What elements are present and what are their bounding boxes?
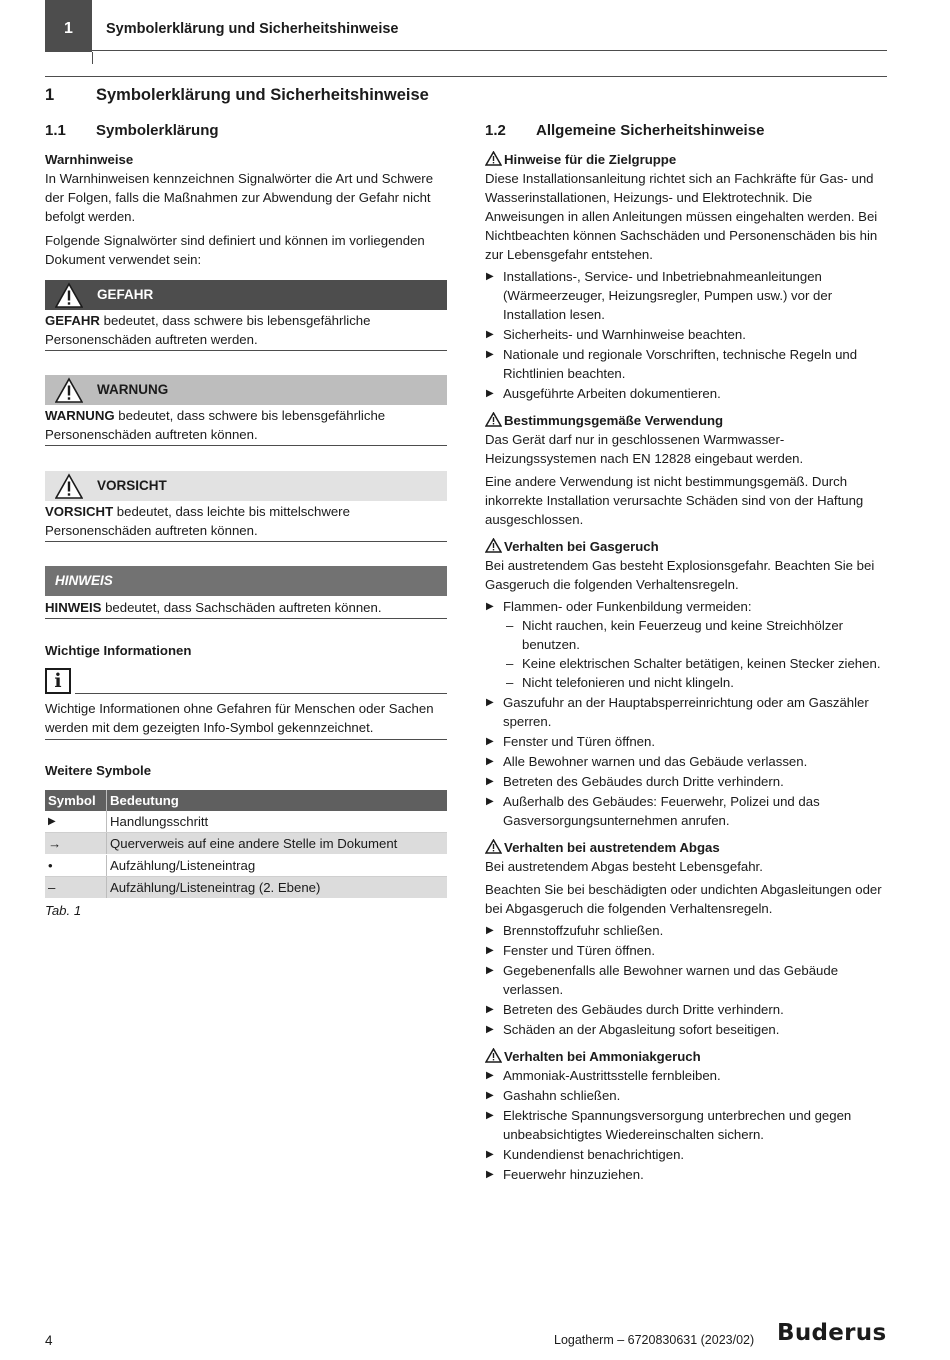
chapter-number-badge: 1 [45,0,92,52]
gasgeruch-heading [485,537,887,556]
document-reference: Logatherm – 6720830631 (2023/02) [554,1333,755,1347]
list-item-text: Elektrische Spannungsversorgung unterbrechen und gegen unbeabsichtigtes Wiedereinschalten sichern. [503,1108,852,1142]
list-item-text: Gashahn schließen. [503,1088,621,1103]
table-cell-meaning: Querverweis auf eine andere Stelle im Dokument [107,833,448,855]
vorsicht-label: VORSICHT [97,478,167,493]
list-item [485,267,887,324]
play-arrow-icon: ▶ [486,1110,494,1121]
vorsicht-divider [45,541,447,542]
section-number: 1 [45,86,55,104]
info-icon: i [45,668,71,694]
vorsicht-desc: bedeutet, dass leichte bis mittelschwere Personenschäden auftreten können. [45,504,350,538]
list-item-text: Feuerwehr hinzuziehen. [503,1167,644,1182]
header-rule-bottom [45,76,887,77]
play-arrow-icon: ▶ [486,697,494,708]
list-item [485,732,887,751]
list-item [485,384,887,403]
list-item [485,921,887,940]
zielgruppe-text: Diese Installationsanleitung richtet sich an Fachkräfte für Gas- und Wasserinstallationen, Heizungs- und Elektrotechnik. Die Anweisungen in allen Anleitungen müssen eingehalten werden. Bei Nichtbeachten können Sachschäden und Personenschäden bis hin zur Lebensgefahr entstehen. [485,171,878,262]
list-item-text: Ammoniak-Austrittsstelle fernbleiben. [503,1068,721,1083]
warnung-text [45,406,447,444]
section-1-heading [45,86,429,105]
play-arrow-icon: ▶ [486,756,494,767]
info-text: Wichtige Informationen ohne Gefahren für Menschen oder Sachen werden mit dem gezeigten Info-Symbol gekennzeichnet. [45,701,434,735]
verwendung-text-2: Eine andere Verwendung ist nicht bestimmungsgemäß. Durch inkorrekte Installation verursachte Schäden sind von der Haftung ausgeschlossen. [485,474,864,527]
page-number: 4 [45,1333,53,1348]
abgas-heading-text: Verhalten bei austretendem Abgas [504,840,720,855]
list-item [485,597,887,692]
list-item-text: Gaszufuhr an der Hauptabsperreinrichtung oder am Gaszähler sperren. [503,695,869,729]
warnung-desc: bedeutet, dass schwere bis lebensgefährliche Personenschäden auftreten können. [45,408,386,442]
gefahr-label: GEFAHR [97,287,154,302]
list-item [485,1106,887,1144]
table-cell-meaning: Handlungsschritt [107,811,448,833]
table-cell-symbol: ▶ [45,811,107,833]
sub-list-item: – Nicht telefonieren und nicht klingeln. [506,675,734,690]
info-divider-top [75,693,447,694]
list-item-text: Kundendienst benachrichtigen. [503,1147,685,1162]
running-header-title: Symbolerklärung und Sicherheitshinweise [106,21,399,37]
zielgruppe-heading [485,150,887,169]
warnung-divider [45,445,447,446]
play-arrow-icon: ▶ [486,329,494,340]
warning-triangle-icon [55,473,83,499]
table-row [45,855,447,877]
table-header-meaning: Bedeutung [107,790,448,811]
warnung-label: WARNUNG [97,382,169,397]
zielgruppe-list [485,267,887,403]
table-row [45,833,447,855]
symbol-table [45,790,447,899]
list-item [485,941,887,960]
warnhinweise-heading: Warnhinweise [45,152,134,167]
list-item [485,693,887,731]
list-item-text: Fenster und Türen öffnen. [503,943,656,958]
warning-triangle-icon [485,151,502,166]
hinweis-label: HINWEIS [55,573,113,588]
verwendung-text-1: Das Gerät darf nur in geschlossenen Warmwasser-Heizungssystemen nach EN 12828 eingebaut werden. [485,432,804,466]
warning-triangle-icon [485,1048,502,1063]
sub-list-item-text: Keine elektrischen Schalter betätigen, keinen Stecker ziehen. [522,656,881,671]
warning-triangle-icon [485,839,502,854]
warnhinweise-intro: In Warnhinweisen kennzeichnen Signalwörter die Art und Schwere der Folgen, falls die Maßnahmen zur Abwendung der Gefahr nicht befolgt werden. [45,171,434,224]
warnhinweise-intro-2: Folgende Signalwörter sind definiert und können im vorliegenden Dokument verwendet sein: [45,233,425,267]
list-item [485,752,887,771]
section-title: Symbolerklärung und Sicherheitshinweise [96,86,429,104]
table-cell-symbol: • [45,855,107,877]
list-item [485,325,887,344]
list-item-text: Nationale und regionale Vorschriften, technische Regeln und Richtlinien beachten. [503,347,858,381]
info-divider-bottom [45,739,447,740]
play-arrow-icon: ▶ [486,388,494,399]
list-item [485,1165,887,1184]
warnung-word: WARNUNG [45,408,115,423]
play-arrow-icon: ▶ [486,776,494,787]
table-row [45,811,447,833]
abgas-text-2: Beachten Sie bei beschädigten oder undichten Abgasleitungen oder bei Abgasgeruch die folgenden Verhaltensregeln. [485,882,882,916]
info-heading: Wichtige Informationen [45,643,192,658]
list-item [485,772,887,791]
gasgeruch-heading-text: Verhalten bei Gasgeruch [504,539,659,554]
gefahr-divider [45,350,447,351]
verwendung-heading [485,411,887,430]
verwendung-heading-text: Bestimmungsgemäße Verwendung [504,413,724,428]
list-item-text: Alle Bewohner warnen und das Gebäude verlassen. [503,754,808,769]
table-caption: Tab. 1 [45,903,82,918]
sub-list-item: – Nicht rauchen, kein Feuerzeug und keine Streichhölzer benutzen. [506,618,844,652]
table-row [45,877,447,899]
table-cell-meaning: Aufzählung/Listeneintrag [107,855,448,877]
section-number: 1.1 [45,122,66,139]
table-header-symbol: Symbol [45,790,107,811]
section-title: Allgemeine Sicherheitshinweise [536,122,765,139]
gefahr-text [45,311,447,349]
abgas-list [485,921,887,1039]
table-cell-symbol: → [45,833,107,855]
list-item [485,1066,887,1085]
hinweis-bar [45,566,447,596]
warning-triangle-icon [485,538,502,553]
list-item-text: Schäden an der Abgasleitung sofort beseitigen. [503,1022,780,1037]
play-arrow-icon: ▶ [486,1149,494,1160]
play-arrow-icon: ▶ [486,945,494,956]
play-arrow-icon: ▶ [486,1004,494,1015]
header-rule [92,50,887,51]
vorsicht-text [45,502,447,540]
more-symbols-heading: Weitere Symbole [45,763,152,778]
warning-triangle-icon [55,282,83,308]
play-arrow-icon: ▶ [486,271,494,282]
gasgeruch-sublist [503,616,887,692]
warnung-bar [45,375,447,405]
list-item-text: Betreten des Gebäudes durch Dritte verhindern. [503,1002,784,1017]
gasgeruch-list [485,597,887,830]
sub-list-item: – Keine elektrischen Schalter betätigen, keinen Stecker ziehen. [506,656,881,671]
gasgeruch-text: Bei austretendem Gas besteht Explosionsgefahr. Beachten Sie bei Gasgeruch die folgenden Verhaltensregeln. [485,558,875,592]
abgas-text-1: Bei austretendem Abgas besteht Lebensgefahr. [485,859,763,874]
table-cell-meaning: Aufzählung/Listeneintrag (2. Ebene) [107,877,448,899]
play-arrow-icon: ▶ [486,1070,494,1081]
list-item [485,792,887,830]
gefahr-word: GEFAHR [45,313,100,328]
play-arrow-icon: ▶ [486,601,494,612]
section-number: 1.2 [485,122,506,139]
list-item [485,1086,887,1105]
gefahr-desc: bedeutet, dass schwere bis lebensgefährliche Personenschäden auftreten werden. [45,313,371,347]
list-item [485,1145,887,1164]
section-1-1-heading [45,121,219,140]
header-tick [92,52,93,64]
list-item-text: Fenster und Türen öffnen. [503,734,656,749]
list-item-text: Sicherheits- und Warnhinweise beachten. [503,327,746,342]
play-arrow-icon: ▶ [486,925,494,936]
ammoniak-heading [485,1047,887,1066]
gefahr-bar [45,280,447,310]
list-item [485,345,887,383]
play-arrow-icon: ▶ [486,965,494,976]
warning-triangle-icon [485,412,502,427]
brand-logo: Buderus [777,1320,887,1346]
sub-list-item-text: Nicht telefonieren und nicht klingeln. [522,675,734,690]
warning-triangle-icon [55,377,83,403]
list-item-text: Ausgeführte Arbeiten dokumentieren. [503,386,721,401]
hinweis-text [45,598,447,617]
vorsicht-word: VORSICHT [45,504,114,519]
sub-list-item-text: Nicht rauchen, kein Feuerzeug und keine Streichhölzer benutzen. [522,618,844,652]
list-item-text: Gegebenenfalls alle Bewohner warnen und das Gebäude verlassen. [503,963,839,997]
list-item-text: Flammen- oder Funkenbildung vermeiden: [503,599,752,614]
list-item-text: Installations-, Service- und Inbetriebnahmeanleitungen (Wärmeerzeuger, Heizungsregler, Pumpen usw.) vor der Installation lesen. [503,269,833,322]
zielgruppe-heading-text: Hinweise für die Zielgruppe [504,152,677,167]
section-1-2-heading [485,121,764,140]
abgas-heading [485,838,887,857]
vorsicht-bar [45,471,447,501]
table-cell-symbol: – [45,877,107,899]
play-arrow-icon: ▶ [486,736,494,747]
play-arrow-icon: ▶ [486,1090,494,1101]
play-arrow-icon: ▶ [486,349,494,360]
list-item [485,1020,887,1039]
ammoniak-heading-text: Verhalten bei Ammoniakgeruch [504,1049,701,1064]
hinweis-divider [45,618,447,619]
hinweis-word: HINWEIS [45,600,102,615]
warnhinweise-block [45,150,447,269]
list-item-text: Betreten des Gebäudes durch Dritte verhindern. [503,774,784,789]
play-arrow-icon: ▶ [486,1024,494,1035]
list-item [485,1000,887,1019]
play-arrow-icon: ▶ [486,796,494,807]
list-item [485,961,887,999]
hinweis-desc: bedeutet, dass Sachschäden auftreten können. [101,600,382,615]
ammoniak-list [485,1066,887,1184]
safety-notes-column [485,142,887,1185]
list-item-text: Brennstoffzufuhr schließen. [503,923,664,938]
section-title: Symbolerklärung [96,122,219,139]
play-arrow-icon: ▶ [486,1169,494,1180]
list-item-text: Außerhalb des Gebäudes: Feuerwehr, Polizei und das Gasversorgungsunternehmen anrufen. [503,794,820,828]
